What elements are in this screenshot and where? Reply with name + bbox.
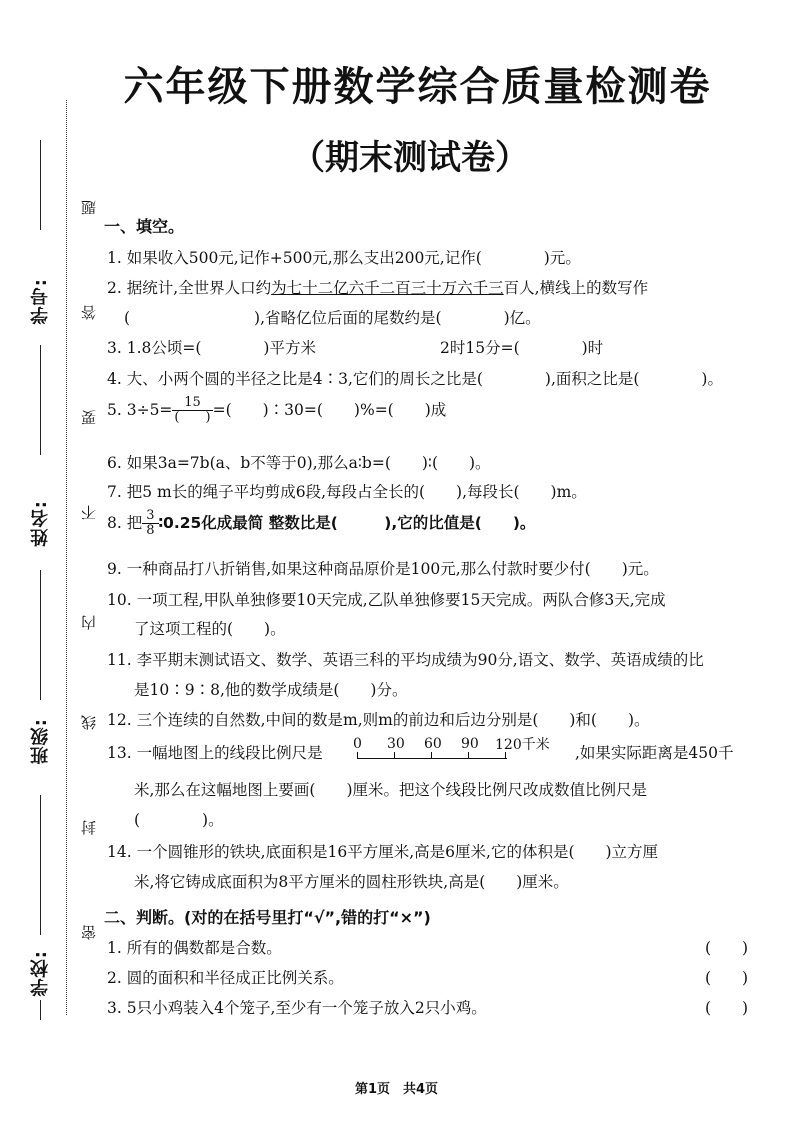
question-11-line1: 11. 李平期末测试语文、数学、英语三科的平均成绩为90分,语文、数学、英语成绩的比 — [107, 651, 704, 669]
scale-tick-30 — [394, 752, 395, 759]
q8-numerator: 3 — [142, 509, 158, 524]
seal-char-7: 封 — [80, 820, 98, 835]
question-10-line1: 10. 一项工程,甲队单独修要10天完成,乙队单独修要15天完成。两队合修3天,完成 — [107, 591, 666, 609]
question-14-line1: 14. 一个圆锥形的铁块,底面积是16平方厘米,高是6厘米,它的体积是( )立方厘 — [107, 843, 659, 861]
seal-char-1: 题 — [80, 200, 98, 215]
q5-pre: 5. 3÷5= — [107, 400, 173, 419]
question-3b: 2时15分=( )时 — [440, 339, 604, 357]
q5-denominator: ( ) — [174, 410, 211, 426]
judge-answer-3[interactable]: ( ) — [705, 999, 749, 1017]
q8-post: ∶0.25化成最简 整数比是( ),它的比值是( )。 — [158, 513, 536, 532]
question-13-line1-pre: 13. 一幅地图上的线段比例尺是 — [107, 744, 323, 762]
margin-line-4 — [40, 795, 41, 935]
scale-label-120: 120千米 — [495, 737, 550, 753]
question-4: 4. 大、小两个圆的半径之比是4∶3,它们的周长之比是( ),面积之比是( )。 — [107, 370, 723, 388]
question-13-line3: ( )。 — [134, 811, 224, 829]
question-2-line2: ( ),省略亿位后面的尾数约是( )亿。 — [124, 309, 541, 327]
student-no-label: 学号: — [30, 278, 51, 325]
question-1: 1. 如果收入500元,记作+500元,那么支出200元,记作( )元。 — [107, 249, 581, 267]
margin-line-5 — [40, 1000, 41, 1020]
school-label: 学校: — [30, 950, 51, 997]
question-12: 12. 三个连续的自然数,中间的数是m,则m的前边和后边分别是( )和( )。 — [107, 711, 650, 729]
question-5 — [107, 396, 446, 426]
margin-line-3 — [40, 570, 41, 700]
page-footer: 第1页 共4页 — [354, 1082, 439, 1097]
question-13-line2: 米,那么在这幅地图上要画( )厘米。把这个线段比例尺改成数值比例尺是 — [134, 781, 648, 799]
line-scale-bar — [353, 736, 550, 768]
q5-post: =( )∶30=( )%=( )成 — [212, 400, 447, 419]
question-7: 7. 把5 m长的绳子平均剪成6段,每段占全长的( ),每段长( )m。 — [107, 483, 587, 501]
question-2-line1 — [107, 276, 648, 298]
scale-label-0: 0 — [353, 736, 362, 752]
question-11-line2: 是10∶9∶8,他的数学成绩是( )分。 — [134, 681, 408, 699]
judge-item-3: 3. 5只小鸡装入4个笼子,至少有一个笼子放入2只小鸡。 — [107, 999, 487, 1017]
q2-post: 百人,横线上的数写作 — [503, 279, 649, 297]
scale-label-60: 60 — [424, 736, 442, 752]
scale-tick-60 — [431, 752, 432, 759]
q8-denominator: 8 — [146, 523, 155, 539]
name-label: 姓名: — [30, 500, 51, 547]
seal-dotted-line — [66, 100, 67, 1015]
q2-pre: 2. 据统计,全世界人口约 — [107, 279, 272, 297]
scale-label-90: 90 — [461, 736, 479, 752]
q8-pre: 8. 把 — [107, 513, 143, 532]
page-subtitle: （期末测试卷） — [291, 138, 529, 178]
seal-char-2: 答 — [80, 305, 98, 320]
seal-char-3: 要 — [80, 410, 98, 425]
seal-char-6: 线 — [80, 715, 98, 730]
judge-item-1: 1. 所有的偶数都是合数。 — [107, 939, 282, 957]
question-9: 9. 一种商品打八折销售,如果这种商品原价是100元,那么付款时要少付( )元。 — [107, 560, 659, 578]
section2-heading: 二、判断。(对的在括号里打“√”,错的打“×”) — [104, 908, 431, 927]
judge-item-2: 2. 圆的面积和半径成正比例关系。 — [107, 969, 344, 987]
class-label: 班级: — [30, 718, 51, 765]
judge-answer-2[interactable]: ( ) — [705, 969, 749, 987]
question-3a: 3. 1.8公顷=( )平方米 — [107, 339, 316, 357]
scale-line — [357, 758, 507, 759]
margin-line-1 — [40, 140, 41, 230]
page-title: 六年级下册数学综合质量检测卷 — [123, 64, 712, 110]
scale-tick-90 — [468, 752, 469, 759]
q2-underlined: 为七十二亿六千二百三十万六千三 — [271, 279, 504, 297]
scale-tick-0 — [357, 752, 358, 759]
judge-answer-1[interactable]: ( ) — [705, 939, 749, 957]
q5-fraction — [172, 396, 212, 426]
question-8 — [107, 509, 535, 539]
section1-heading: 一、填空。 — [104, 217, 185, 236]
seal-char-8: 密 — [80, 925, 98, 940]
question-6: 6. 如果3a=7b(a、b不等于0),那么a∶b=( )∶( )。 — [107, 454, 491, 472]
q5-numerator: 15 — [172, 396, 212, 411]
scale-label-30: 30 — [387, 736, 405, 752]
margin-line-2 — [40, 345, 41, 455]
question-14-line2: 米,将它铸成底面积为8平方厘米的圆柱形铁块,高是( )厘米。 — [134, 873, 569, 891]
question-13-line1-post: ,如果实际距离是450千 — [575, 744, 734, 762]
question-10-line2: 了这项工程的( )。 — [134, 620, 286, 638]
q8-fraction — [142, 509, 158, 539]
seal-char-5: 内 — [80, 615, 98, 630]
seal-char-4: 不 — [80, 505, 98, 520]
